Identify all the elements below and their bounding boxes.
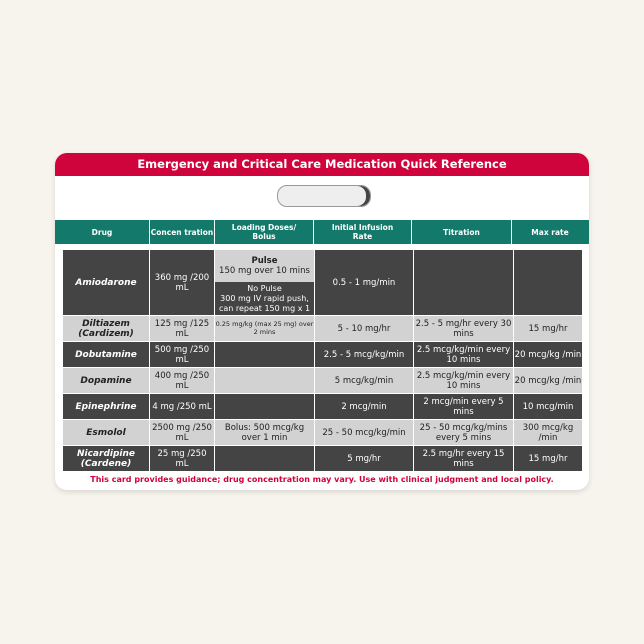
no-pulse-value: 300 mg IV rapid push, can repeat 150 mg x 1	[218, 293, 311, 313]
initial-rate: 5 mg/hr	[315, 446, 414, 472]
pulse-label: Pulse	[251, 256, 278, 266]
initial-rate: 2.5 - 5 mcg/kg/min	[315, 342, 414, 368]
concentration: 125 mg /125 mL	[150, 316, 215, 342]
drug-name: Dobutamine	[63, 342, 150, 368]
initial-rate: 5 - 10 mg/hr	[315, 316, 414, 342]
concentration: 360 mg /200 mL	[150, 250, 215, 316]
drug-name: Esmolol	[63, 420, 150, 446]
titration: 25 - 50 mcg/kg/mins every 5 mins	[414, 420, 514, 446]
table-row	[63, 342, 583, 368]
disclaimer: This card provides guidance; drug concentration may vary. Use with clinical judgment and local policy.	[90, 475, 554, 484]
max-rate: 20 mcg/kg /min	[514, 342, 583, 368]
titration: 2.5 mcg/kg/min every 10 mins	[414, 368, 514, 394]
card-title: Emergency and Critical Care Medication Quick Reference	[55, 153, 589, 176]
drug-name: Nicardipine (Cardene)	[63, 446, 150, 472]
table-row	[63, 316, 583, 342]
header-drug: Drug	[55, 220, 150, 244]
max-rate: 300 mcg/kg /min	[514, 420, 583, 446]
table-row	[63, 250, 583, 316]
pulse-dose	[215, 250, 314, 282]
header-max-rate: Max rate	[531, 227, 569, 237]
concentration: 25 mg /250 mL	[150, 446, 215, 472]
initial-rate: 2 mcg/min	[315, 394, 414, 420]
table-row	[63, 368, 583, 394]
header-titration: Titration	[412, 220, 512, 244]
loading-dose	[215, 342, 315, 368]
concentration: 4 mg /250 mL	[150, 394, 215, 420]
loading-dose: Bolus: 500 mcg/kg over 1 min	[215, 420, 315, 446]
badge-slot	[277, 185, 371, 207]
max-rate: 20 mcg/kg /min	[514, 368, 583, 394]
titration: 2.5 mg/hr every 15 mins	[414, 446, 514, 472]
drug-name: Epinephrine	[63, 394, 150, 420]
drug-name: Diltiazem (Cardizem)	[63, 316, 150, 342]
concentration: 2500 mg /250 mL	[150, 420, 215, 446]
no-pulse-label: No Pulse	[247, 283, 282, 293]
header-initial: Initial Infusion Rate	[314, 220, 412, 244]
no-pulse-dose	[215, 282, 314, 315]
drug-name: Amiodarone	[63, 250, 150, 316]
titration: 2.5 - 5 mg/hr every 30 mins	[414, 316, 514, 342]
titration: 2.5 mcg/kg/min every 10 mins	[414, 342, 514, 368]
loading-dose	[215, 394, 315, 420]
drug-name: Dopamine	[63, 368, 150, 394]
titration: 2 mcg/min every 5 mins	[414, 394, 514, 420]
medication-table	[62, 249, 583, 472]
header-loading: Loading Doses/ Bolus	[215, 220, 314, 244]
header-concentration: Concen tration	[150, 220, 215, 244]
loading-dose: 0.25 mg/kg (max 25 mg) over 2 mins	[215, 316, 315, 342]
max-rate: 15 mg/hr	[514, 316, 583, 342]
loading-dose	[215, 446, 315, 472]
concentration: 400 mg /250 mL	[150, 368, 215, 394]
max-rate: 10 mcg/min	[514, 394, 583, 420]
table-row	[63, 446, 583, 472]
initial-rate: 25 - 50 mcg/kg/min	[315, 420, 414, 446]
reference-card	[55, 153, 589, 490]
initial-rate: 0.5 - 1 mg/min	[315, 250, 414, 316]
max-rate	[514, 250, 583, 316]
table-row	[63, 394, 583, 420]
concentration: 500 mg /250 mL	[150, 342, 215, 368]
pulse-value: 150 mg over 10 mins	[219, 266, 310, 276]
table-row	[63, 420, 583, 446]
max-rate: 15 mg/hr	[514, 446, 583, 472]
loading-dose	[215, 368, 315, 394]
table-header	[55, 220, 589, 244]
initial-rate: 5 mcg/kg/min	[315, 368, 414, 394]
loading-dose	[215, 250, 315, 316]
titration	[414, 250, 514, 316]
